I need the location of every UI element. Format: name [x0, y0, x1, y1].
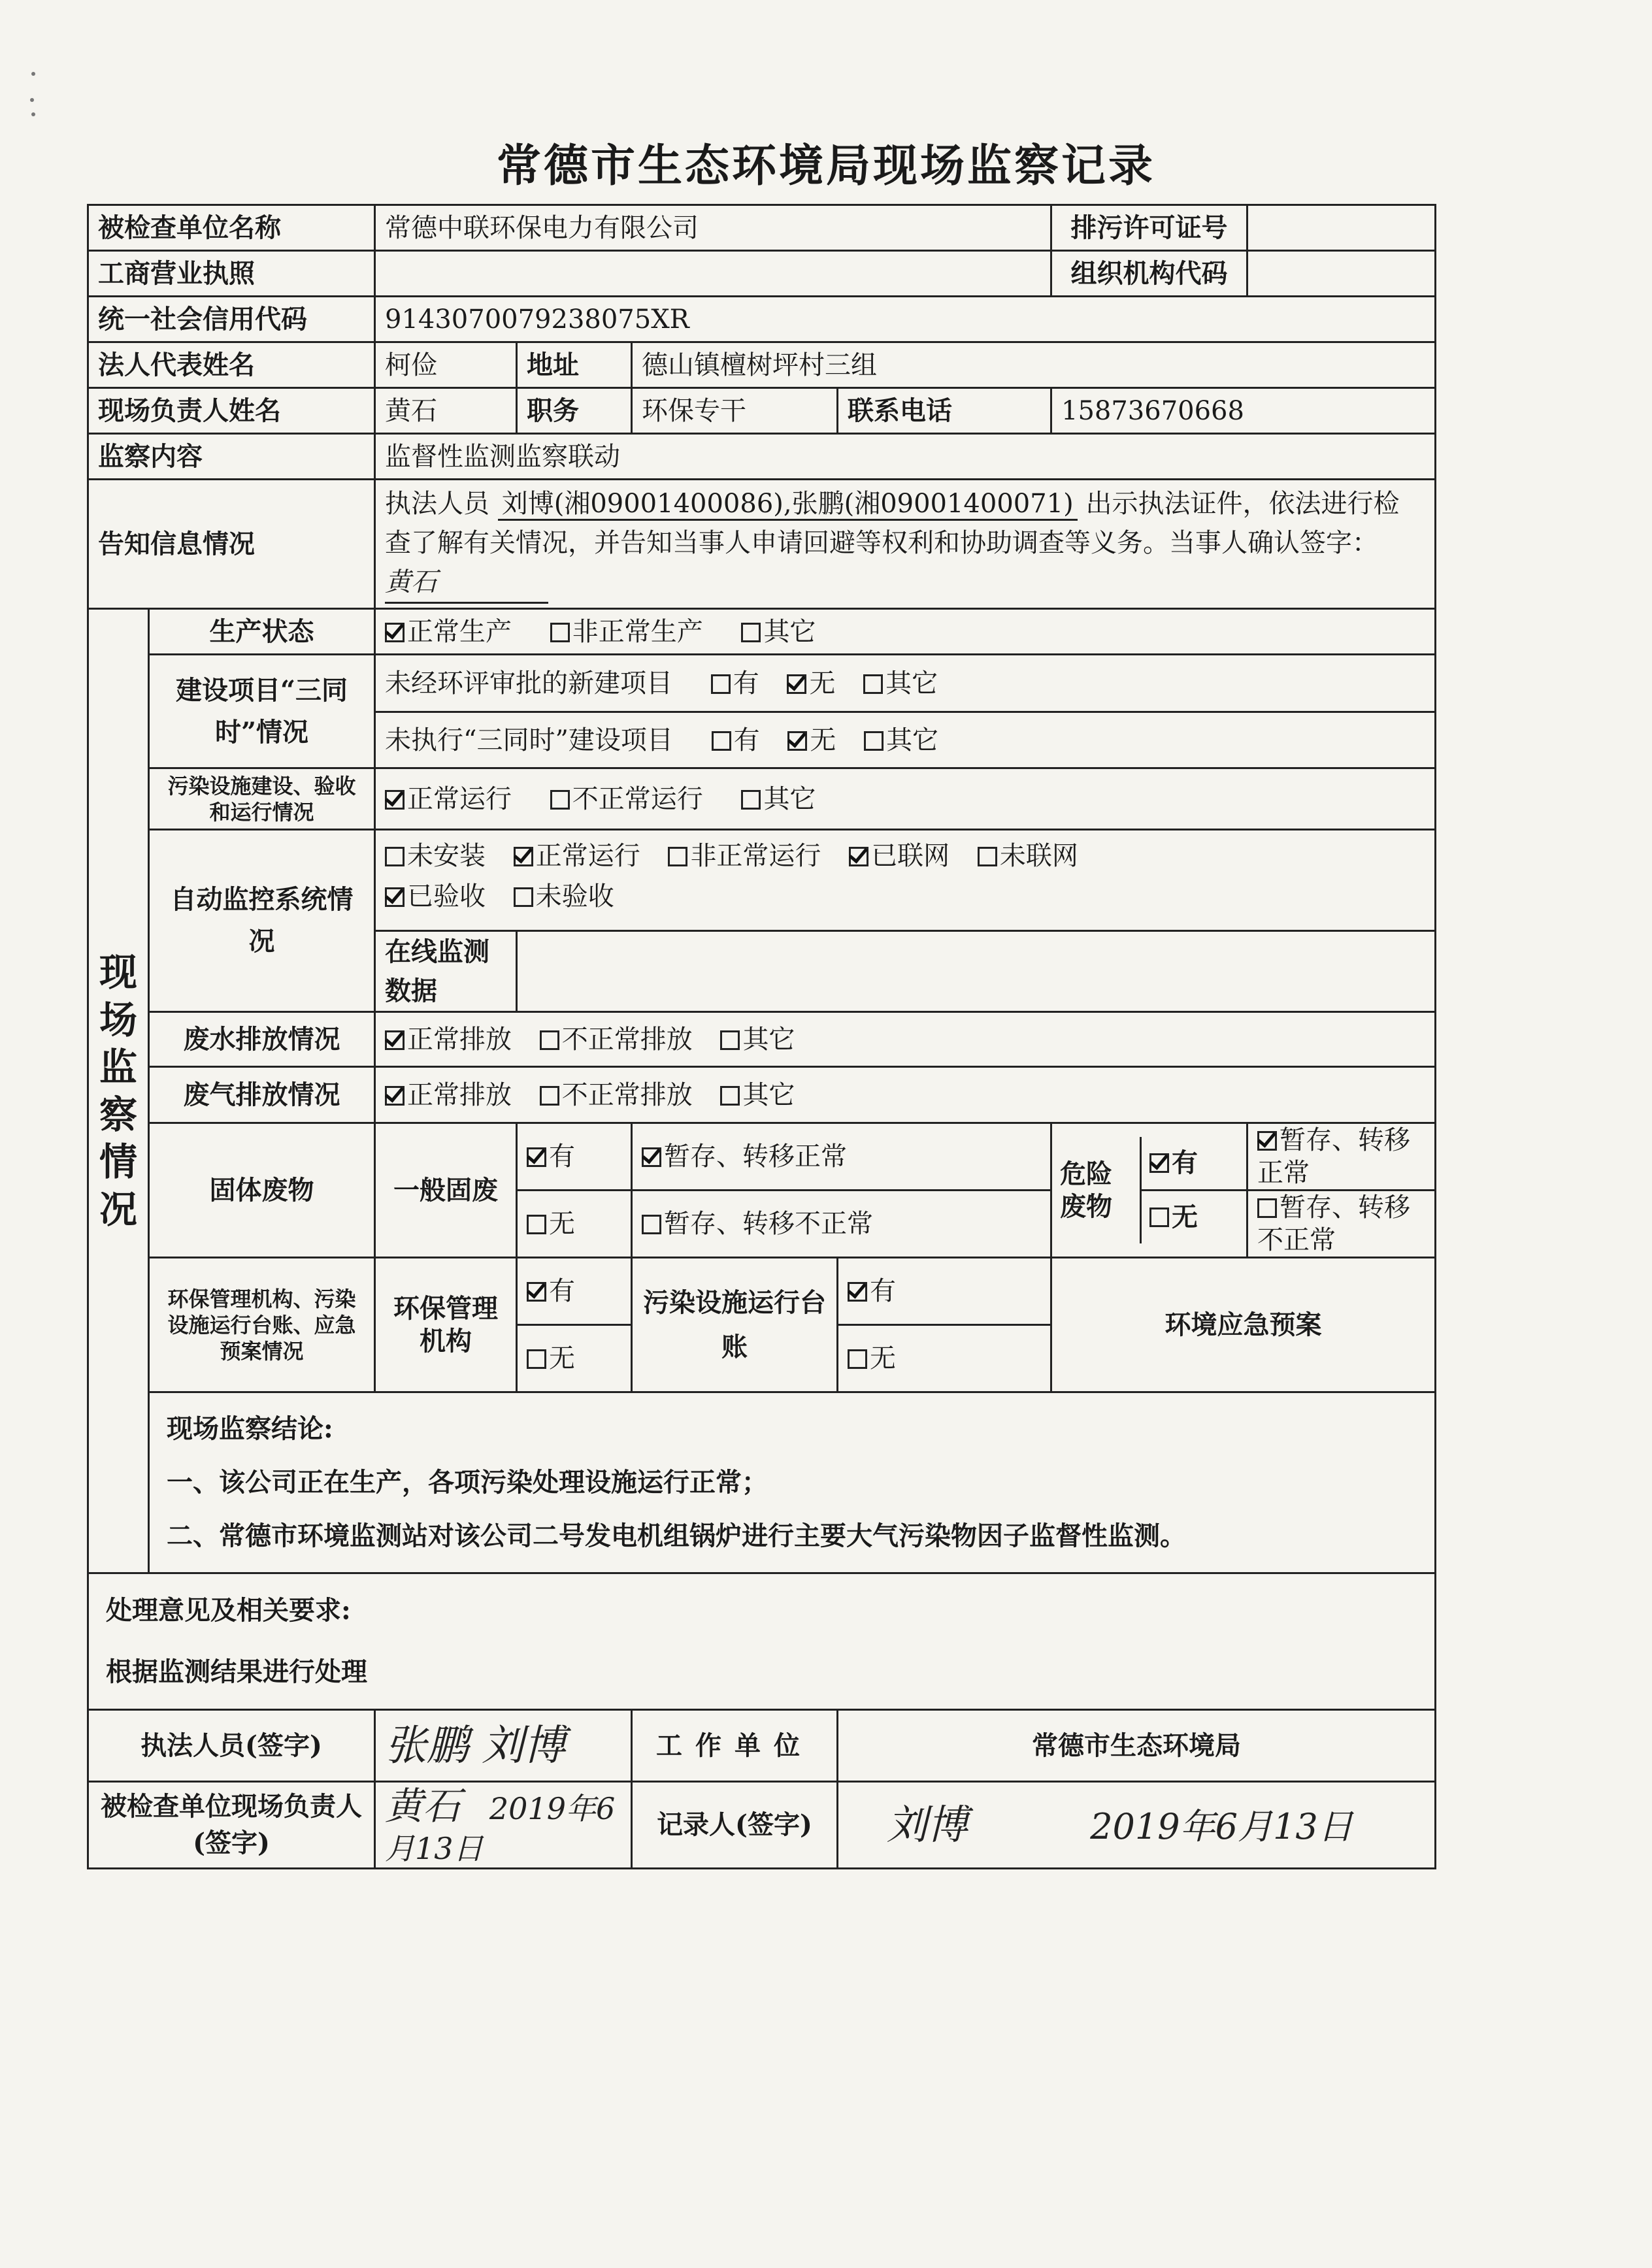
chk-monitor-not-accepted[interactable]: 未验收 — [514, 876, 614, 917]
checkbox-icon[interactable] — [385, 1086, 405, 1106]
inspected-signature: 黄石 2019年6月13日 — [375, 1782, 632, 1869]
label-env-mgmt: 环保管理机构、污染设施运行台账、应急预案情况 — [149, 1258, 375, 1392]
label-ledger: 污染设施运行台账 — [632, 1258, 838, 1392]
checkbox-icon[interactable] — [385, 790, 405, 810]
value-unit-name[interactable]: 常德中联环保电力有限公司 — [375, 205, 1051, 251]
three-sim-row1 — [375, 655, 1436, 712]
checkbox-icon[interactable] — [711, 674, 731, 694]
label-unit-name: 被检查单位名称 — [88, 205, 375, 251]
chk-monitor-not-installed[interactable]: 未安装 — [385, 836, 486, 876]
value-credit-code[interactable]: 914307007923807​5XR — [375, 297, 1436, 342]
checkbox-icon[interactable] — [385, 847, 405, 866]
checkbox-icon[interactable] — [741, 623, 761, 642]
label-emergency-plan: 环境应急预案 — [1051, 1258, 1436, 1392]
checkbox-icon[interactable] — [550, 623, 570, 642]
handling-text: 根据监测结果进行处理 — [106, 1656, 367, 1687]
label-officer-sign: 执法人员(签字) — [88, 1710, 375, 1782]
chk-wastewater-other[interactable]: 其它 — [720, 1023, 795, 1056]
label-solid-waste: 固体废物 — [149, 1123, 375, 1258]
checkbox-icon[interactable] — [787, 674, 806, 694]
checkbox-icon[interactable] — [550, 790, 570, 810]
scan-speck — [30, 98, 34, 102]
scan-speck — [31, 112, 35, 116]
label-production: 生产状态 — [149, 609, 375, 655]
checkbox-icon[interactable] — [720, 1086, 740, 1106]
conclusion-line-1: 一、该公司正在生产，各项污染处理设施运行正常； — [167, 1467, 768, 1498]
chk-general-normal[interactable]: 暂存、转移正常 — [632, 1123, 1051, 1191]
chk-org-no[interactable]: 无 — [517, 1325, 632, 1392]
three-sim-row2-text: 未执行“三同时”建设项目 — [385, 725, 673, 755]
value-phone[interactable]: 15873670668 — [1051, 388, 1436, 434]
checkbox-icon[interactable] — [720, 1030, 740, 1050]
checkbox-icon[interactable] — [514, 847, 533, 866]
label-position: 职务 — [517, 388, 632, 434]
officer-signature: 张鹏 刘博 — [375, 1710, 632, 1782]
label-inspected-sign: 被检查单位现场负责人(签字) — [88, 1782, 375, 1869]
label-org-code: 组织机构代码 — [1051, 251, 1247, 297]
label-permit-no: 排污许可证号 — [1051, 205, 1247, 251]
checkbox-icon[interactable] — [741, 790, 761, 810]
chk-hazard-normal[interactable]: 暂存、转移正常 — [1247, 1123, 1436, 1191]
label-hazard-waste: 危险废物 有 无 — [1051, 1123, 1247, 1258]
chk-wastewater-normal[interactable]: 正常排放 — [385, 1023, 512, 1056]
chk-monitor-normal[interactable]: 正常运行 — [514, 836, 640, 876]
auto-monitor-options — [375, 830, 1436, 931]
checkbox-icon[interactable] — [787, 731, 807, 751]
checkbox-icon[interactable] — [1149, 1153, 1169, 1173]
chk-ledger-yes[interactable]: 有 — [838, 1258, 1051, 1325]
checkbox-icon[interactable] — [1149, 1208, 1169, 1227]
chk-production-normal[interactable]: 正常生产 — [385, 616, 512, 648]
chk-facility-normal[interactable]: 正常运行 — [385, 783, 512, 815]
inspection-form — [87, 204, 1436, 1869]
value-content[interactable]: 监督性监测监察联动 — [375, 434, 1436, 480]
chk-monitor-networked[interactable]: 已联网 — [849, 836, 950, 876]
label-notice: 告知信息情况 — [88, 480, 375, 609]
value-position[interactable]: 环保专干 — [632, 388, 838, 434]
production-options — [375, 609, 1436, 655]
chk-monitor-abnormal[interactable]: 非正常运行 — [668, 836, 821, 876]
label-content: 监察内容 — [88, 434, 375, 480]
checkbox-icon[interactable] — [1257, 1131, 1277, 1151]
wastewater-options — [375, 1012, 1436, 1067]
checkbox-icon[interactable] — [540, 1030, 559, 1050]
handling-section — [88, 1573, 1436, 1710]
chk-gas-other[interactable]: 其它 — [720, 1079, 795, 1111]
checkbox-icon[interactable] — [848, 1282, 867, 1302]
notice-officers: 刘博(湘09001400086),张鹏(湘09001400071) — [498, 489, 1078, 521]
checkbox-icon[interactable] — [1257, 1198, 1277, 1218]
label-env-org: 环保管理机构 — [375, 1258, 517, 1392]
chk-wastewater-abnormal[interactable]: 不正常排放 — [540, 1023, 693, 1056]
three-sim-row1-text: 未经环评审批的新建项目 — [385, 668, 672, 698]
checkbox-icon[interactable] — [864, 731, 884, 751]
waste-gas-options — [375, 1067, 1436, 1123]
checkbox-icon[interactable] — [848, 1349, 867, 1369]
checkbox-icon[interactable] — [668, 847, 687, 866]
notice-prefix: 执法人员 — [385, 489, 489, 519]
checkbox-icon[interactable] — [527, 1349, 546, 1369]
label-online-data: 在线监测数据 — [375, 931, 517, 1012]
notice-body: 出示执法证件，依法进行检查了解有关情况，并告知当事人申请回避等权利和协助调查等义务。当事人确认签字： — [385, 489, 1400, 558]
recorder-signature: 刘博 2019年6月13日 — [838, 1782, 1436, 1869]
value-legal-rep[interactable]: 柯俭 — [375, 342, 517, 388]
conclusion-line-2: 二、常德市环境监测站对该公司二号发电机组锅炉进行主要大气污染物因子监督性监测。 — [167, 1520, 1186, 1551]
checkbox-icon[interactable] — [514, 887, 533, 907]
label-business-license: 工商营业执照 — [88, 251, 375, 297]
label-auto-monitor: 自动监控系统情况 — [149, 830, 375, 1012]
checkbox-icon[interactable] — [863, 674, 883, 694]
value-online-data[interactable] — [517, 931, 1436, 1012]
label-pollution-facility: 污染设施建设、验收和运行情况 — [149, 768, 375, 830]
chk-hazard-yes[interactable]: 有 — [1142, 1137, 1246, 1191]
label-wastewater: 废水排放情况 — [149, 1012, 375, 1067]
label-three-sim: 建设项目“三同时”情况 — [149, 655, 375, 768]
label-phone: 联系电话 — [838, 388, 1051, 434]
value-org-code[interactable] — [1247, 251, 1436, 297]
chk-ledger-no[interactable]: 无 — [838, 1325, 1051, 1392]
value-work-unit: 常德市生态环境局 — [838, 1710, 1436, 1782]
checkbox-icon[interactable] — [642, 1215, 661, 1234]
chk-threesim-no[interactable]: 无 — [787, 724, 836, 757]
value-business-license[interactable] — [375, 251, 1051, 297]
chk-eia-other[interactable]: 其它 — [863, 667, 938, 700]
chk-facility-other[interactable]: 其它 — [741, 783, 816, 815]
chk-hazard-no[interactable]: 无 — [1149, 1191, 1238, 1243]
chk-org-yes[interactable]: 有 — [517, 1258, 632, 1325]
chk-eia-yes[interactable]: 有 — [711, 667, 759, 700]
label-waste-gas: 废气排放情况 — [149, 1067, 375, 1123]
checkbox-icon[interactable] — [978, 847, 997, 866]
chk-general-yes[interactable]: 有 — [517, 1123, 632, 1191]
checkbox-icon[interactable] — [527, 1282, 546, 1302]
side-label: 现 场 监 察 情 况 — [88, 609, 149, 1573]
checkbox-icon[interactable] — [540, 1086, 559, 1106]
chk-general-no[interactable]: 无 — [517, 1191, 632, 1258]
chk-facility-abnormal[interactable]: 不正常运行 — [550, 783, 703, 815]
chk-production-other[interactable]: 其它 — [741, 616, 816, 648]
checkbox-icon[interactable] — [849, 847, 868, 866]
value-permit-no[interactable] — [1247, 205, 1436, 251]
pollution-facility-options — [375, 768, 1436, 830]
value-onsite-person[interactable]: 黄石 — [375, 388, 517, 434]
chk-monitor-accepted[interactable]: 已验收 — [385, 876, 486, 917]
inspected-date: 2019年6月13日 — [385, 1791, 616, 1866]
notice-signature: 黄石 — [385, 563, 548, 604]
chk-gas-normal[interactable]: 正常排放 — [385, 1079, 512, 1111]
checkbox-icon[interactable] — [527, 1147, 546, 1167]
conclusion-heading: 现场监察结论: — [167, 1413, 333, 1444]
conclusion-section — [149, 1392, 1436, 1573]
checkbox-icon[interactable] — [712, 731, 731, 751]
label-general-waste: 一般固废 — [375, 1123, 517, 1258]
checkbox-icon[interactable] — [385, 623, 405, 642]
checkbox-icon[interactable] — [385, 887, 405, 907]
chk-monitor-not-networked[interactable]: 未联网 — [978, 836, 1078, 876]
chk-threesim-yes[interactable]: 有 — [712, 724, 760, 757]
handling-heading: 处理意见及相关要求: — [106, 1595, 351, 1626]
chk-production-abnormal[interactable]: 非正常生产 — [550, 616, 703, 648]
notice-text — [375, 480, 1436, 609]
label-work-unit: 工作单位 — [632, 1710, 838, 1782]
chk-threesim-other[interactable]: 其它 — [864, 724, 938, 757]
label-legal-rep: 法人代表姓名 — [88, 342, 375, 388]
checkbox-icon[interactable] — [385, 1030, 405, 1050]
scan-speck — [31, 72, 35, 76]
chk-hazard-abnormal[interactable]: 暂存、转移不正常 — [1247, 1191, 1436, 1258]
label-recorder-sign: 记录人(签字) — [632, 1782, 838, 1869]
recorder-date: 2019年6月13日 — [1090, 1806, 1353, 1848]
label-address: 地址 — [517, 342, 632, 388]
chk-gas-abnormal[interactable]: 不正常排放 — [540, 1079, 693, 1111]
label-onsite-person: 现场负责人姓名 — [88, 388, 375, 434]
three-sim-row2 — [375, 712, 1436, 768]
page-title: 常德市生态环境局现场监察记录 — [496, 140, 1155, 192]
checkbox-icon[interactable] — [527, 1215, 546, 1234]
value-address[interactable]: 德山镇檀树坪村三组 — [632, 342, 1436, 388]
checkbox-icon[interactable] — [642, 1147, 661, 1167]
chk-general-abnormal[interactable]: 暂存、转移不正常 — [632, 1191, 1051, 1258]
label-credit-code: 统一社会信用代码 — [88, 297, 375, 342]
chk-eia-no[interactable]: 无 — [787, 667, 835, 700]
